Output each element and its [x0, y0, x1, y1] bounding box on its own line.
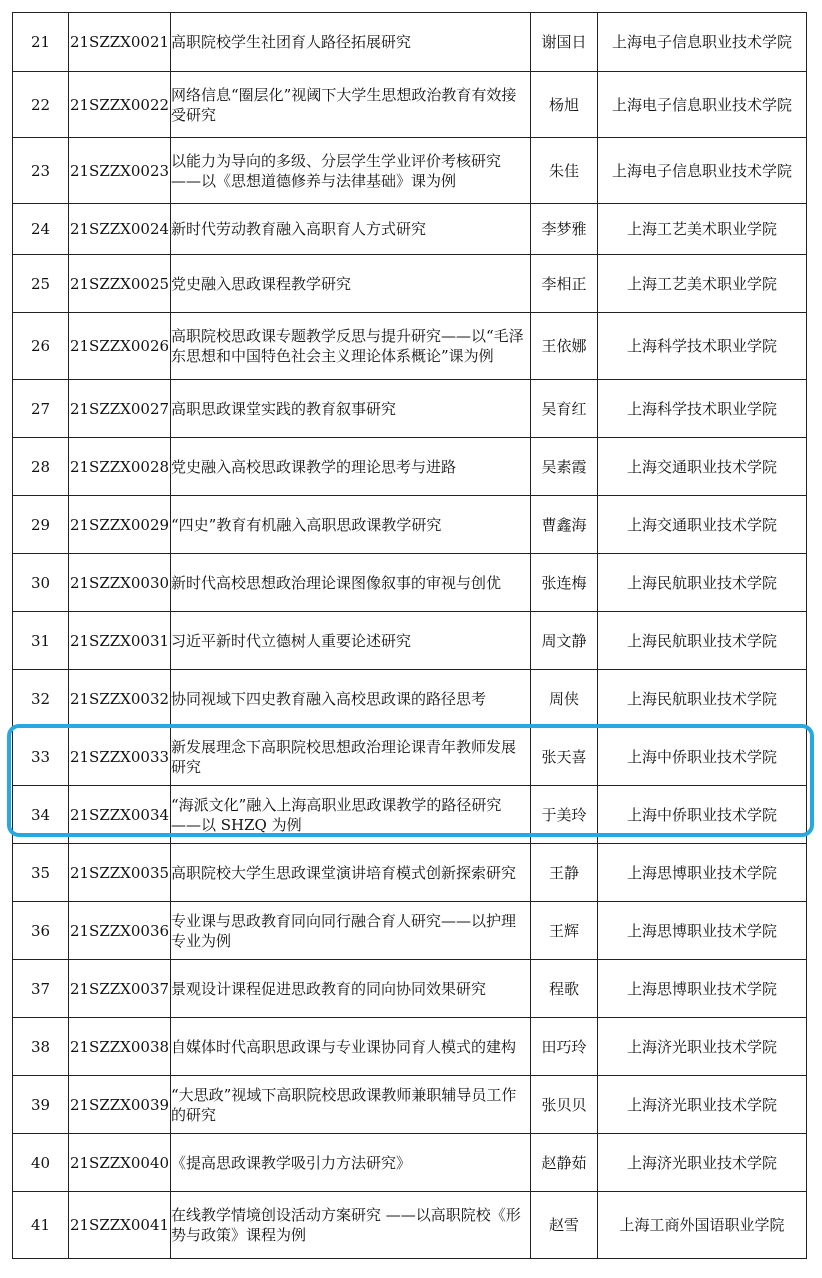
cell-school: 上海济光职业技术学院: [598, 1018, 807, 1076]
table-row: [13, 902, 807, 960]
cell-code: 21SZZX0037: [69, 960, 171, 1018]
table-row: [13, 1018, 807, 1076]
cell-leader: 张贝贝: [531, 1076, 598, 1134]
cell-school: 上海济光职业技术学院: [598, 1134, 807, 1192]
table-row: [13, 1134, 807, 1192]
cell-leader: 周文静: [531, 612, 598, 670]
cell-no: 33: [13, 728, 69, 786]
cell-leader: 王辉: [531, 902, 598, 960]
cell-school: 上海民航职业技术学院: [598, 554, 807, 612]
cell-leader: 曹鑫海: [531, 496, 598, 554]
cell-leader: 李相正: [531, 255, 598, 313]
cell-school: 上海思博职业技术学院: [598, 960, 807, 1018]
cell-title: 协同视域下四史教育融入高校思政课的路径思考: [171, 670, 531, 728]
cell-no: 30: [13, 554, 69, 612]
cell-title: 党史融入思政课程教学研究: [171, 255, 531, 313]
table-row: [13, 13, 807, 72]
cell-title: “大思政”视域下高职院校思政课教师兼职辅导员工作的研究: [171, 1076, 531, 1134]
cell-title: 自媒体时代高职思政课与专业课协同育人模式的建构: [171, 1018, 531, 1076]
cell-no: 26: [13, 313, 69, 380]
table-row: [13, 496, 807, 554]
cell-no: 37: [13, 960, 69, 1018]
cell-title: 专业课与思政教育同向同行融合育人研究——以护理专业为例: [171, 902, 531, 960]
table-row: [13, 72, 807, 138]
table-row: [13, 138, 807, 204]
table-row: [13, 554, 807, 612]
cell-school: 上海交通职业技术学院: [598, 438, 807, 496]
cell-title: 高职思政课堂实践的教育叙事研究: [171, 380, 531, 438]
cell-no: 28: [13, 438, 69, 496]
cell-school: 上海工艺美术职业学院: [598, 204, 807, 255]
cell-code: 21SZZX0027: [69, 380, 171, 438]
cell-code: 21SZZX0021: [69, 13, 171, 72]
table-row: [13, 728, 807, 786]
table-row: [13, 1076, 807, 1134]
cell-no: 41: [13, 1192, 69, 1259]
cell-code: 21SZZX0024: [69, 204, 171, 255]
cell-code: 21SZZX0041: [69, 1192, 171, 1259]
cell-code: 21SZZX0030: [69, 554, 171, 612]
cell-no: 29: [13, 496, 69, 554]
table-row: [13, 380, 807, 438]
cell-no: 27: [13, 380, 69, 438]
cell-code: 21SZZX0031: [69, 612, 171, 670]
cell-no: 36: [13, 902, 69, 960]
cell-school: 上海民航职业技术学院: [598, 612, 807, 670]
cell-title: “四史”教育有机融入高职思政课教学研究: [171, 496, 531, 554]
cell-leader: 赵静茹: [531, 1134, 598, 1192]
cell-leader: 于美玲: [531, 786, 598, 844]
cell-title: 党史融入高校思政课教学的理论思考与进路: [171, 438, 531, 496]
cell-school: 上海中侨职业技术学院: [598, 728, 807, 786]
table-row: [13, 1192, 807, 1259]
cell-code: 21SZZX0023: [69, 138, 171, 204]
table-row: [13, 844, 807, 902]
cell-leader: 王静: [531, 844, 598, 902]
cell-no: 23: [13, 138, 69, 204]
cell-school: 上海民航职业技术学院: [598, 670, 807, 728]
cell-school: 上海工艺美术职业学院: [598, 255, 807, 313]
cell-leader: 周侠: [531, 670, 598, 728]
cell-leader: 王依娜: [531, 313, 598, 380]
cell-code: 21SZZX0029: [69, 496, 171, 554]
table-row: [13, 670, 807, 728]
cell-leader: 吴素霞: [531, 438, 598, 496]
cell-school: 上海电子信息职业技术学院: [598, 138, 807, 204]
cell-title: 高职院校大学生思政课堂演讲培育模式创新探索研究: [171, 844, 531, 902]
cell-code: 21SZZX0022: [69, 72, 171, 138]
cell-code: 21SZZX0033: [69, 728, 171, 786]
cell-code: 21SZZX0028: [69, 438, 171, 496]
table-row: [13, 204, 807, 255]
cell-school: 上海科学技术职业学院: [598, 313, 807, 380]
cell-no: 34: [13, 786, 69, 844]
cell-leader: 张连梅: [531, 554, 598, 612]
table-body: [13, 13, 807, 1259]
cell-no: 21: [13, 13, 69, 72]
table-row: [13, 612, 807, 670]
cell-leader: 吴育红: [531, 380, 598, 438]
cell-code: 21SZZX0026: [69, 313, 171, 380]
cell-school: 上海思博职业技术学院: [598, 844, 807, 902]
cell-code: 21SZZX0040: [69, 1134, 171, 1192]
cell-leader: 田巧玲: [531, 1018, 598, 1076]
cell-school: 上海思博职业技术学院: [598, 902, 807, 960]
cell-code: 21SZZX0034: [69, 786, 171, 844]
cell-code: 21SZZX0025: [69, 255, 171, 313]
cell-title: 新时代高校思想政治理论课图像叙事的审视与创优: [171, 554, 531, 612]
cell-title: 在线教学情境创设活动方案研究 ——以高职院校《形势与政策》课程为例: [171, 1192, 531, 1259]
cell-school: 上海中侨职业技术学院: [598, 786, 807, 844]
cell-leader: 赵雪: [531, 1192, 598, 1259]
table-row: [13, 438, 807, 496]
table-row: [13, 960, 807, 1018]
cell-code: 21SZZX0036: [69, 902, 171, 960]
cell-school: 上海科学技术职业学院: [598, 380, 807, 438]
cell-code: 21SZZX0039: [69, 1076, 171, 1134]
cell-no: 40: [13, 1134, 69, 1192]
cell-school: 上海电子信息职业技术学院: [598, 13, 807, 72]
project-table: [12, 12, 807, 1259]
cell-no: 35: [13, 844, 69, 902]
cell-title: 习近平新时代立德树人重要论述研究: [171, 612, 531, 670]
table-row: [13, 786, 807, 844]
cell-no: 32: [13, 670, 69, 728]
cell-leader: 张天喜: [531, 728, 598, 786]
cell-no: 22: [13, 72, 69, 138]
cell-leader: 程歌: [531, 960, 598, 1018]
cell-no: 25: [13, 255, 69, 313]
table-row: [13, 313, 807, 380]
cell-leader: 杨旭: [531, 72, 598, 138]
cell-title: 新时代劳动教育融入高职育人方式研究: [171, 204, 531, 255]
cell-no: 31: [13, 612, 69, 670]
cell-school: 上海工商外国语职业学院: [598, 1192, 807, 1259]
cell-title: 《提高思政课教学吸引力方法研究》: [171, 1134, 531, 1192]
cell-title: 网络信息“圈层化”视阈下大学生思想政治教育有效接受研究: [171, 72, 531, 138]
cell-school: 上海济光职业技术学院: [598, 1076, 807, 1134]
table-row: [13, 255, 807, 313]
cell-title: 新发展理念下高职院校思想政治理论课青年教师发展研究: [171, 728, 531, 786]
cell-no: 39: [13, 1076, 69, 1134]
cell-title: 以能力为导向的多级、分层学生学业评价考核研究——以《思想道德修养与法律基础》课为例: [171, 138, 531, 204]
cell-school: 上海电子信息职业技术学院: [598, 72, 807, 138]
cell-code: 21SZZX0038: [69, 1018, 171, 1076]
cell-no: 38: [13, 1018, 69, 1076]
cell-leader: 李梦雅: [531, 204, 598, 255]
cell-title: 高职院校学生社团育人路径拓展研究: [171, 13, 531, 72]
cell-leader: 朱佳: [531, 138, 598, 204]
cell-code: 21SZZX0032: [69, 670, 171, 728]
cell-code: 21SZZX0035: [69, 844, 171, 902]
cell-school: 上海交通职业技术学院: [598, 496, 807, 554]
cell-title: “海派文化”融入上海高职业思政课教学的路径研究——以 SHZQ 为例: [171, 786, 531, 844]
cell-title: 高职院校思政课专题教学反思与提升研究——以“毛泽东思想和中国特色社会主义理论体系概论”课为例: [171, 313, 531, 380]
cell-no: 24: [13, 204, 69, 255]
cell-title: 景观设计课程促进思政教育的同向协同效果研究: [171, 960, 531, 1018]
cell-leader: 谢国日: [531, 13, 598, 72]
